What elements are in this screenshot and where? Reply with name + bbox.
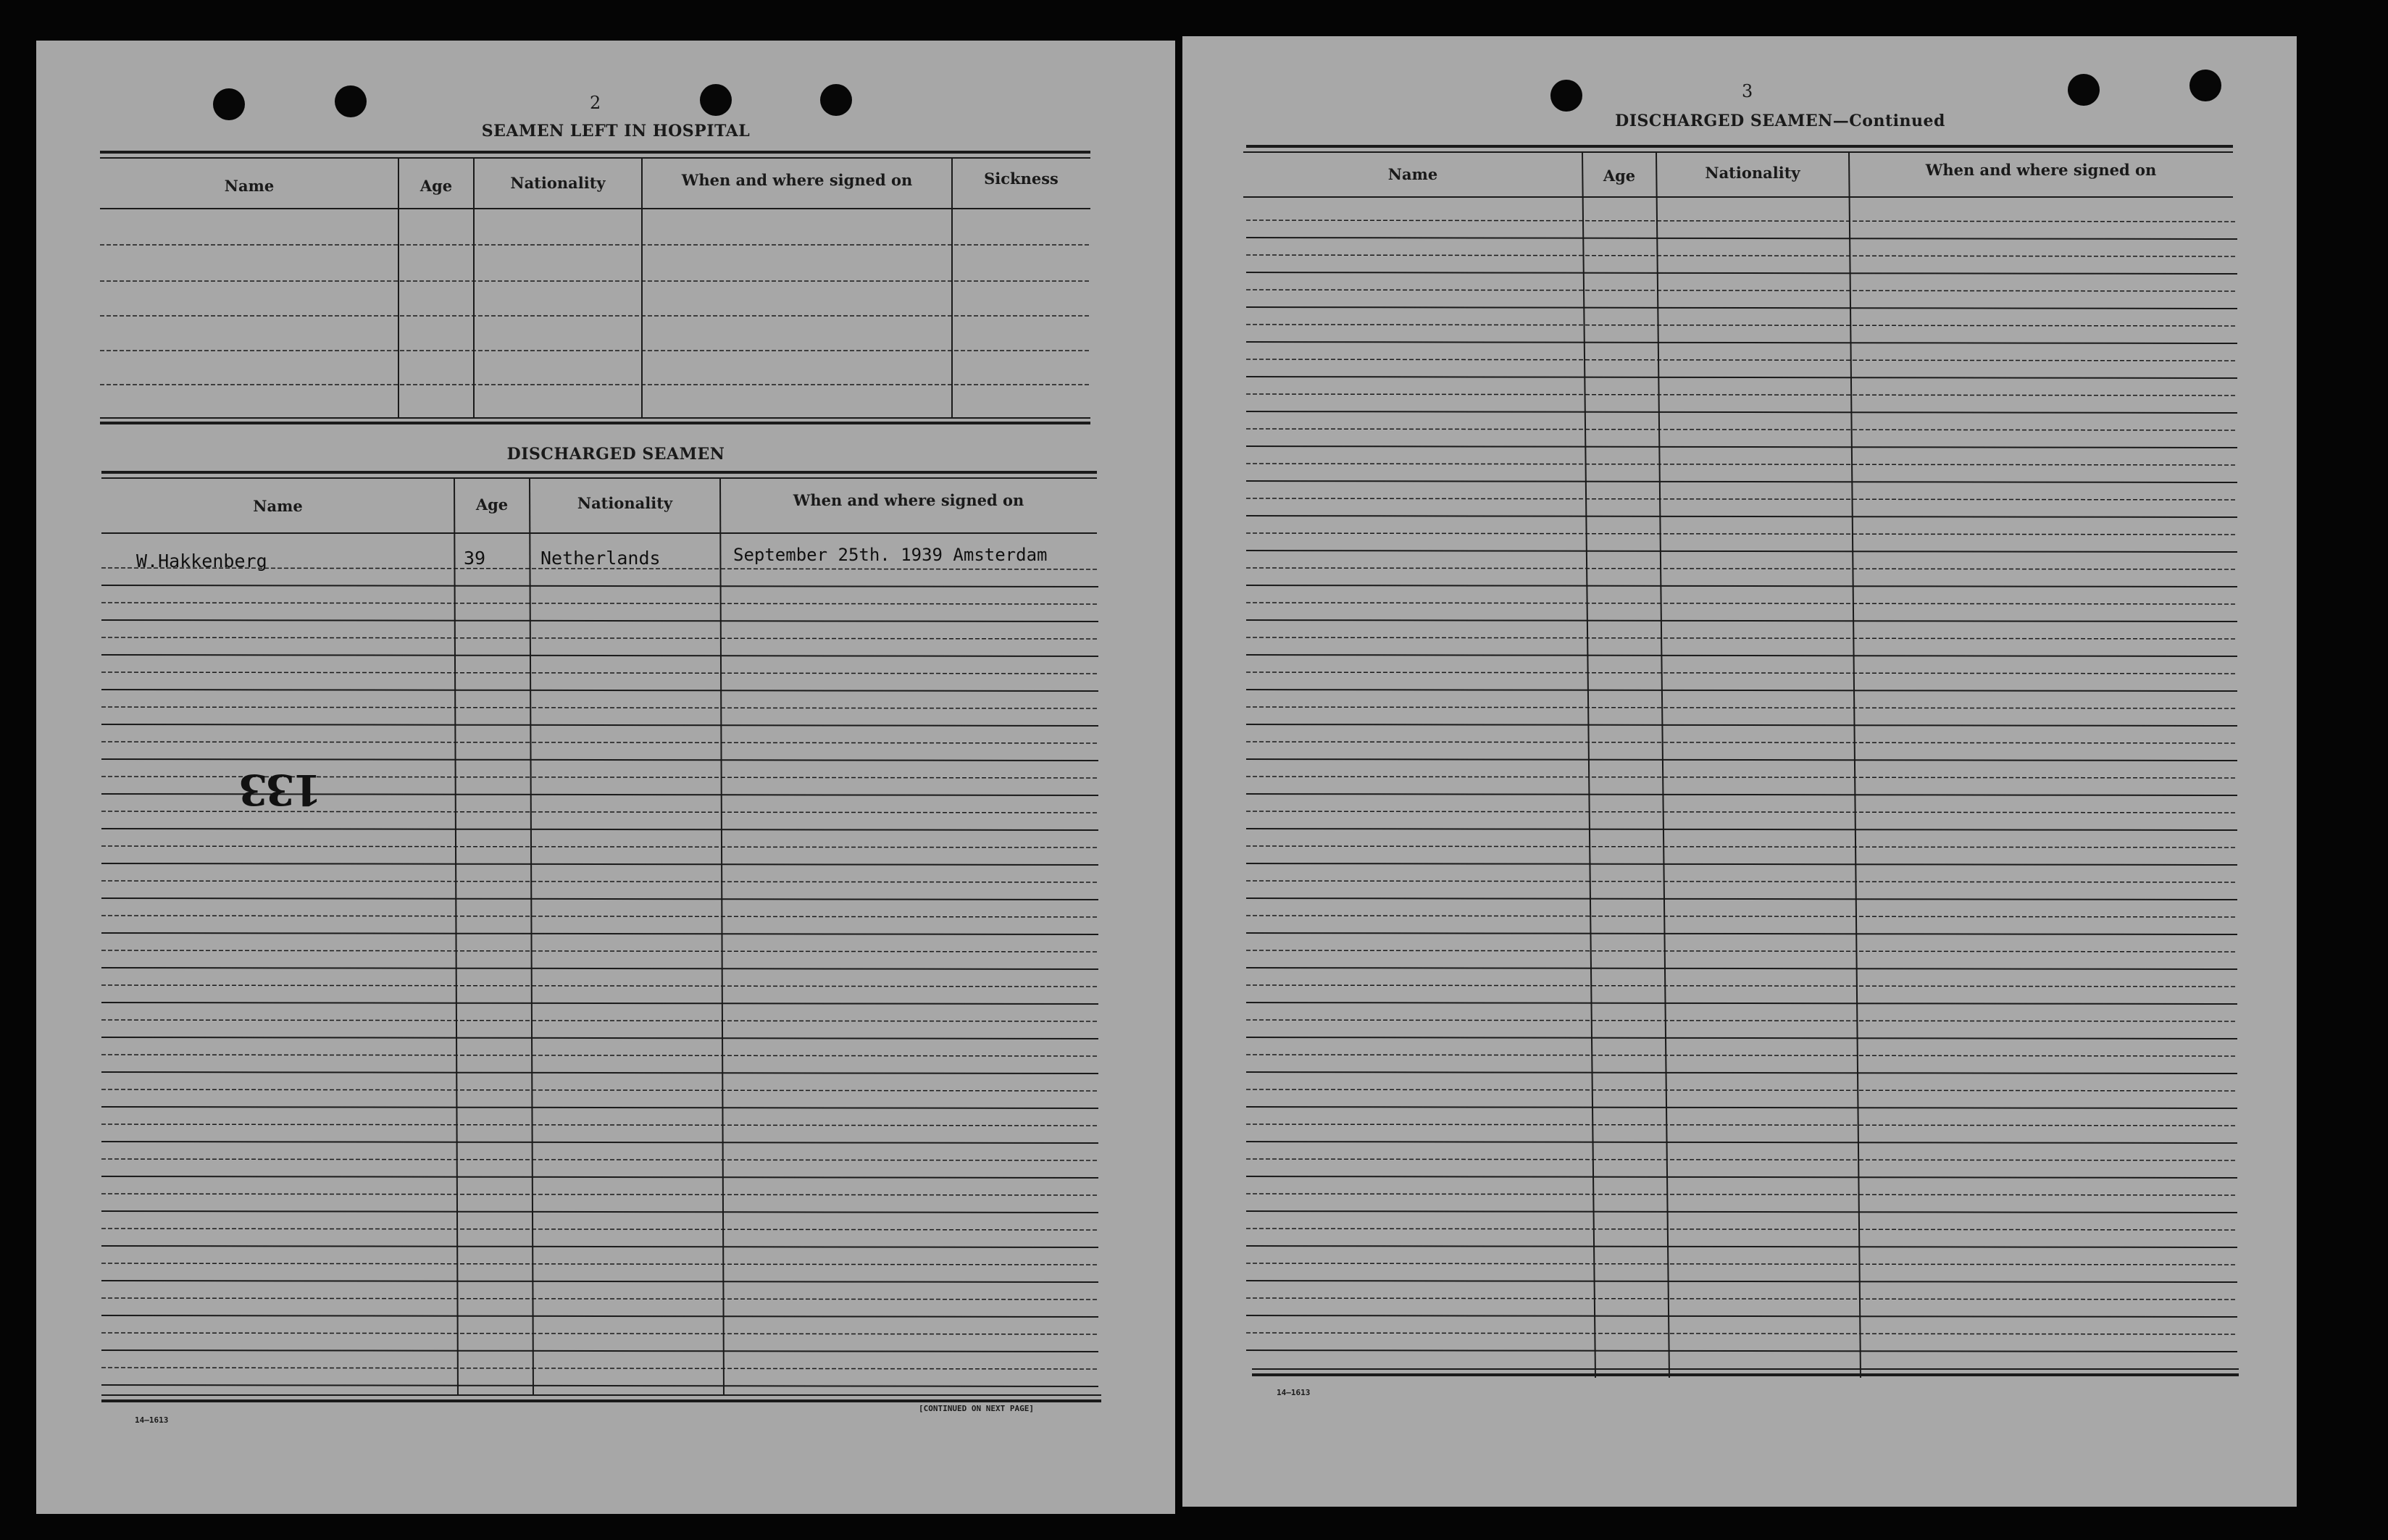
ruled-line (1246, 603, 2237, 604)
ruled-line (1246, 290, 2237, 291)
ruled-line (101, 724, 1098, 726)
ruled-line (101, 1072, 1098, 1074)
ruled-line (1246, 307, 2237, 309)
ruled-line (1246, 446, 2237, 448)
ruled-line (101, 1107, 1098, 1108)
ruled-line (101, 1089, 1098, 1091)
ruled-line (1246, 1211, 2237, 1213)
punch-hole (700, 84, 732, 116)
ruled-line (1246, 690, 2237, 691)
ruled-line (101, 933, 1098, 934)
continued-title-suffix: —Continued (1832, 112, 1945, 130)
ruled-line (101, 1194, 1098, 1195)
ruled-line (1246, 1072, 2237, 1074)
ruled-line (1246, 238, 2237, 239)
ruled-line (1246, 863, 2237, 865)
continued-title-main: DISCHARGED SEAMEN (1615, 112, 1833, 130)
ruled-line (1246, 985, 2237, 987)
hospital-header-nationality: Nationality (510, 174, 606, 192)
ruled-line (101, 1055, 1098, 1056)
continued-header-name: Name (1387, 165, 1438, 183)
ruled-line (101, 950, 1098, 952)
ruled-line (1246, 620, 2237, 622)
form-number: 14—1613 (1277, 1388, 1311, 1397)
ruled-line (1246, 881, 2237, 882)
ruled-line (101, 985, 1098, 987)
ruled-line (1246, 829, 2237, 830)
ruled-line (1246, 1246, 2237, 1247)
ruled-line (1246, 950, 2237, 952)
ruled-line (101, 1350, 1098, 1352)
ruled-line (101, 1368, 1098, 1369)
punch-hole (820, 84, 852, 116)
hospital-header-name: Name (224, 177, 275, 195)
page-stamp-number: 133 (241, 765, 322, 814)
ruled-line (1246, 585, 2237, 587)
ruled-line (101, 637, 1098, 639)
ruled-line (101, 690, 1098, 691)
seaman-signed-on: September 25th. 1939 Amsterdam (733, 545, 1048, 565)
ruled-line (101, 1159, 1098, 1160)
page-number: 3 (1742, 81, 1753, 101)
continued-title (1545, 112, 2016, 130)
ruled-line (101, 1298, 1098, 1300)
ruled-line (1246, 1107, 2237, 1108)
ruled-line (1246, 1315, 2237, 1317)
ruled-line (101, 1246, 1098, 1247)
hospital-header-signed-on: When and where signed on (681, 171, 913, 189)
ruled-line (1246, 1281, 2237, 1282)
ruled-line (101, 1020, 1098, 1021)
ruled-line (1246, 1263, 2237, 1265)
ruled-line (1246, 742, 2237, 743)
ruled-line (101, 1229, 1098, 1230)
seaman-name: W.Hakkenberg (136, 551, 267, 572)
ruled-line (1246, 1124, 2237, 1126)
ruled-line (101, 1385, 1098, 1386)
ruled-line (1246, 1229, 2237, 1230)
ruled-line (1246, 220, 2237, 222)
ruled-line (101, 1211, 1098, 1213)
right-page-rules (1182, 36, 2297, 1507)
ruled-line (1246, 1194, 2237, 1195)
ruled-line (1246, 1333, 2237, 1334)
ruled-line (1246, 707, 2237, 708)
ruled-line (1246, 342, 2237, 343)
ruled-line (1246, 846, 2237, 848)
ruled-line (101, 759, 1098, 761)
page-number: 2 (590, 93, 601, 113)
ruled-line (1246, 1089, 2237, 1091)
punch-hole (2068, 74, 2100, 106)
ruled-line (1246, 411, 2237, 413)
ruled-line (101, 742, 1098, 743)
ruled-line (1246, 1350, 2237, 1352)
ruled-line (1246, 1176, 2237, 1178)
continued-header-signed-on: When and where signed on (1925, 161, 2157, 179)
left-page-rules (36, 41, 1175, 1514)
hospital-header-sickness: Sickness (984, 170, 1059, 188)
ruled-line (101, 1003, 1098, 1004)
hospital-header-age: Age (419, 177, 453, 195)
left-page (36, 41, 1175, 1514)
ruled-line (1246, 1142, 2237, 1143)
discharged-header-signed-on: When and where signed on (793, 491, 1024, 509)
form-number: 14—1613 (135, 1415, 169, 1425)
ruled-line (1246, 394, 2237, 396)
ruled-line (1246, 533, 2237, 535)
punch-hole (1550, 80, 1582, 112)
ruled-line (101, 1037, 1098, 1039)
punch-hole (213, 88, 245, 120)
ruled-line (101, 707, 1098, 708)
ruled-line (101, 829, 1098, 830)
ruled-line (1246, 568, 2237, 569)
right-page (1182, 36, 2297, 1507)
ruled-line (1246, 498, 2237, 500)
ruled-line (101, 863, 1098, 865)
ruled-line (101, 1333, 1098, 1334)
ruled-line (1246, 811, 2237, 813)
discharged-header-age: Age (475, 495, 509, 514)
ruled-line (1246, 325, 2237, 326)
ruled-line (101, 585, 1098, 587)
ruled-line (1246, 898, 2237, 900)
ruled-line (1246, 429, 2237, 430)
ruled-line (1246, 516, 2237, 517)
ruled-line (1246, 637, 2237, 639)
ruled-line (101, 1176, 1098, 1178)
ruled-line (1246, 1298, 2237, 1300)
ruled-line (101, 655, 1098, 656)
ruled-line (1246, 359, 2237, 361)
ruled-line (1246, 1003, 2237, 1004)
discharged-header-name: Name (253, 497, 303, 515)
ruled-line (1246, 968, 2237, 969)
ruled-line (1246, 377, 2237, 378)
ruled-line (1246, 672, 2237, 674)
ruled-line (1246, 272, 2237, 274)
ruled-line (1246, 481, 2237, 482)
discharged-header-nationality: Nationality (577, 494, 673, 512)
ruled-line (101, 1315, 1098, 1317)
ruled-line (101, 603, 1098, 604)
ruled-line (1246, 916, 2237, 917)
ruled-line (101, 916, 1098, 917)
discharged-title: DISCHARGED SEAMEN (506, 445, 725, 464)
ruled-line (101, 1263, 1098, 1265)
ruled-line (1246, 777, 2237, 778)
continued-header-nationality: Nationality (1705, 164, 1800, 182)
punch-hole (335, 85, 367, 117)
ruled-line (101, 1142, 1098, 1143)
continued-header-age: Age (1603, 167, 1636, 185)
seaman-age: 39 (464, 548, 486, 569)
ruled-line (1246, 464, 2237, 465)
ruled-line (1246, 1037, 2237, 1039)
ruled-line (101, 1281, 1098, 1282)
ruled-line (1246, 551, 2237, 552)
ruled-line (1246, 759, 2237, 761)
ruled-line (101, 881, 1098, 882)
continued-note: [CONTINUED ON NEXT PAGE] (919, 1404, 1034, 1413)
ruled-line (1246, 655, 2237, 656)
punch-hole (2189, 70, 2221, 101)
ruled-line (101, 672, 1098, 674)
ruled-line (101, 620, 1098, 622)
ruled-line (1246, 255, 2237, 256)
ruled-line (1246, 933, 2237, 934)
ruled-line (101, 968, 1098, 969)
ruled-line (1246, 1159, 2237, 1160)
ruled-line (1246, 1020, 2237, 1021)
ruled-line (101, 898, 1098, 900)
ruled-line (1246, 794, 2237, 795)
hospital-title: SEAMEN LEFT IN HOSPITAL (481, 122, 751, 141)
ruled-line (1246, 724, 2237, 726)
seaman-nationality: Netherlands (540, 548, 661, 569)
ruled-line (101, 846, 1098, 848)
ruled-line (1246, 1055, 2237, 1056)
ruled-line (101, 1124, 1098, 1126)
